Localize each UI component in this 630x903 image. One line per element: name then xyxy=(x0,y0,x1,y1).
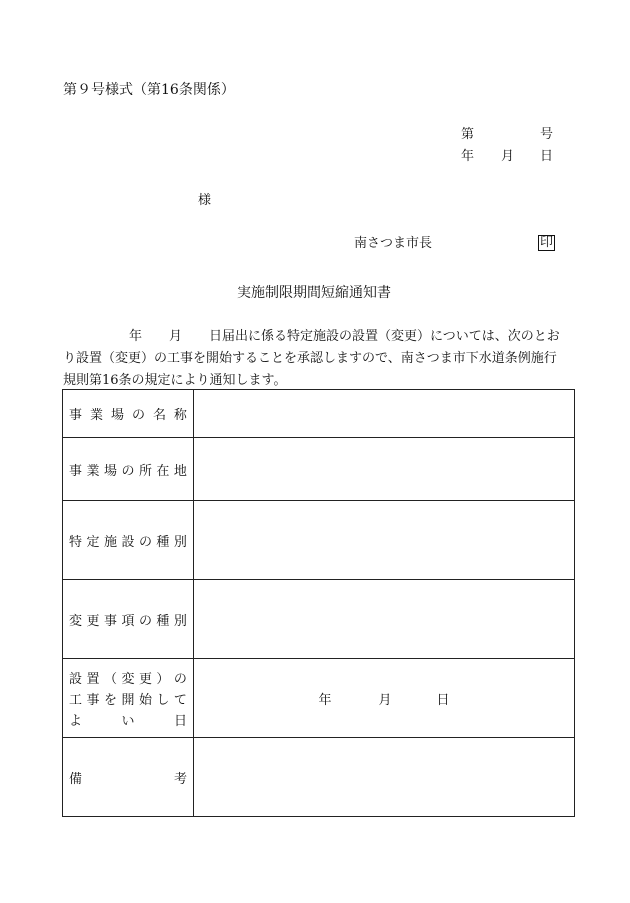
label-char: 業 xyxy=(86,463,100,479)
body-line-1-rest: 日届出に係る特定施設の設置（変更）については、次のとお xyxy=(209,329,560,344)
value-remarks[interactable] xyxy=(194,738,575,817)
label-char: い xyxy=(121,713,135,729)
label-char: 項 xyxy=(121,613,135,629)
reference-year: 年 xyxy=(461,149,475,164)
label-business-name-text xyxy=(69,404,187,423)
label-remarks xyxy=(63,738,194,817)
body-line-1 xyxy=(63,326,583,348)
label-char: 事 xyxy=(69,408,83,423)
label-remarks-text xyxy=(69,768,187,787)
value-change-type[interactable] xyxy=(194,580,575,659)
label-char: 地 xyxy=(173,463,187,479)
addressee-honorific: 様 xyxy=(198,193,212,208)
label-char: 日 xyxy=(173,713,187,729)
label-business-location xyxy=(63,438,194,501)
label-char: 開 xyxy=(121,692,135,708)
label-char: の xyxy=(138,613,152,629)
label-char: 事 xyxy=(103,613,117,629)
start-date-year: 年 xyxy=(318,692,332,708)
seal-text: 印 xyxy=(540,235,554,250)
value-start-date[interactable] xyxy=(194,659,575,738)
label-char: 事 xyxy=(86,692,100,708)
label-char: 施 xyxy=(103,534,117,550)
value-business-location[interactable] xyxy=(194,438,575,501)
label-char: 設 xyxy=(121,534,135,550)
label-start-date xyxy=(63,659,194,738)
form-row-remarks xyxy=(63,738,575,817)
label-change-type xyxy=(63,580,194,659)
start-date-day: 日 xyxy=(436,692,450,708)
label-char: し xyxy=(156,692,170,708)
label-char: 別 xyxy=(173,613,187,629)
form-row-facility-type xyxy=(63,501,575,580)
label-char: 特 xyxy=(69,534,83,550)
label-start-date-line-3 xyxy=(69,710,187,729)
label-char: て xyxy=(173,692,187,708)
label-char: （ xyxy=(103,671,117,687)
label-char: 所 xyxy=(138,463,152,479)
label-char: よ xyxy=(69,713,83,729)
body-line-3: 規則第16条の規定により通知します。 xyxy=(63,373,287,388)
notification-form-table xyxy=(62,389,575,817)
label-char: 種 xyxy=(156,534,170,550)
label-business-name xyxy=(63,390,194,438)
form-row-business-name xyxy=(63,390,575,438)
label-char: 設 xyxy=(69,671,83,687)
label-char: 考 xyxy=(173,771,187,787)
label-char: 場 xyxy=(110,408,124,423)
label-char: 別 xyxy=(173,534,187,550)
seal-mark xyxy=(538,235,555,251)
reference-number-suffix: 号 xyxy=(540,127,554,142)
label-char: 定 xyxy=(86,534,100,550)
form-row-start-date xyxy=(63,659,575,738)
label-facility-type-text xyxy=(69,531,187,550)
label-char: 称 xyxy=(173,408,187,423)
value-business-name[interactable] xyxy=(194,390,575,438)
label-start-date-lines xyxy=(69,668,187,729)
label-char: 更 xyxy=(86,613,100,629)
label-char: 名 xyxy=(152,408,166,423)
label-business-location-text xyxy=(69,460,187,479)
label-char: ） xyxy=(156,671,170,687)
reference-month: 月 xyxy=(501,149,515,164)
label-char: 変 xyxy=(69,613,83,629)
label-char: 始 xyxy=(138,692,152,708)
body-line-1-year: 年 xyxy=(129,329,143,344)
label-start-date-line-1 xyxy=(69,668,187,687)
label-facility-type xyxy=(63,501,194,580)
document-title: 実施制限期間短縮通知書 xyxy=(237,285,391,301)
label-char: 更 xyxy=(138,671,152,687)
label-char: 在 xyxy=(156,463,170,479)
label-char: の xyxy=(121,463,135,479)
form-row-business-location xyxy=(63,438,575,501)
start-date-month: 月 xyxy=(378,692,392,708)
label-char: 業 xyxy=(89,408,103,423)
body-paragraph xyxy=(63,326,583,392)
label-char: の xyxy=(138,534,152,550)
label-char: 備 xyxy=(69,771,83,787)
body-line-1-month: 月 xyxy=(169,329,183,344)
label-start-date-line-2 xyxy=(69,689,187,708)
value-facility-type[interactable] xyxy=(194,501,575,580)
label-char: 場 xyxy=(103,463,117,479)
form-number: 第９号様式（第16条関係） xyxy=(63,82,235,98)
reference-day: 日 xyxy=(540,149,554,164)
label-char: 工 xyxy=(69,692,83,708)
body-line-2: り設置（変更）の工事を開始することを承認しますので、南さつま市下水道条例施行 xyxy=(63,351,557,366)
label-char: 事 xyxy=(69,463,83,479)
form-row-change-type xyxy=(63,580,575,659)
label-change-type-text xyxy=(69,610,187,629)
label-char: を xyxy=(103,692,117,708)
label-char: 置 xyxy=(86,671,100,687)
label-char: の xyxy=(131,408,145,423)
reference-number-prefix: 第 xyxy=(461,127,475,142)
label-char: 種 xyxy=(156,613,170,629)
label-char: 変 xyxy=(121,671,135,687)
label-char: の xyxy=(173,671,187,687)
sender-name: 南さつま市長 xyxy=(354,236,433,251)
